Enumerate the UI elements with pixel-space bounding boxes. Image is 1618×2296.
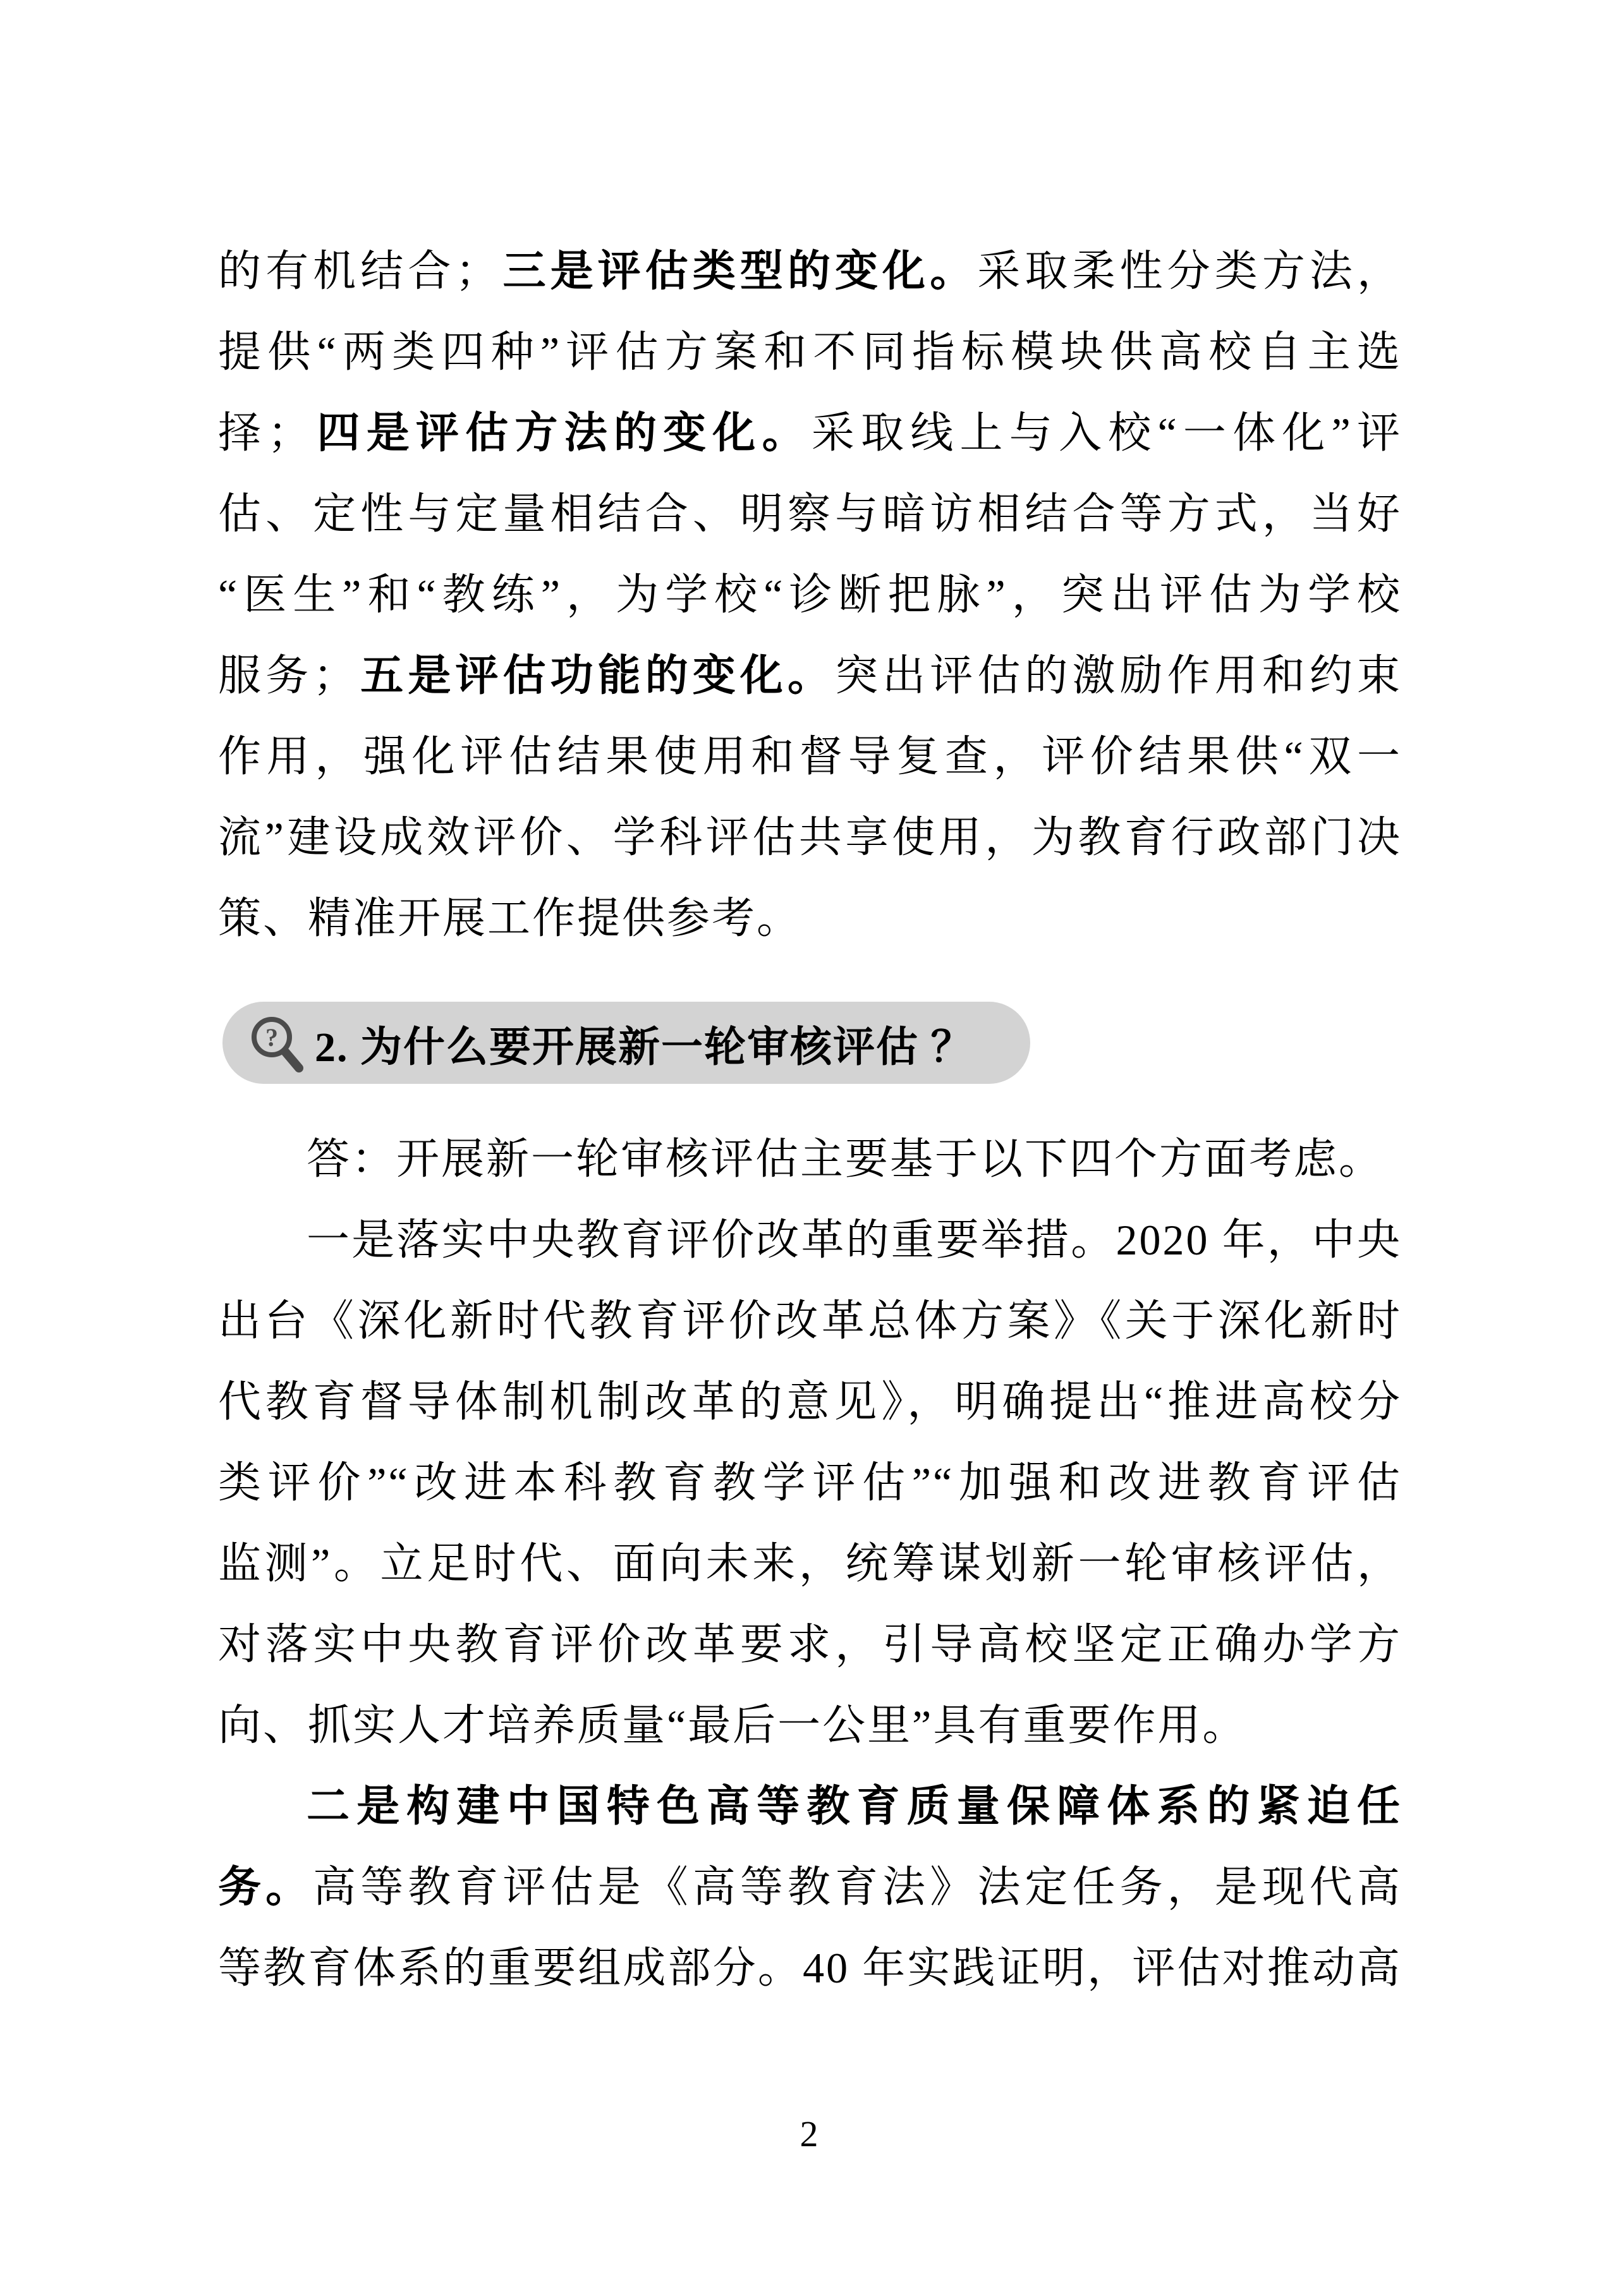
text-line	[218, 473, 1402, 554]
text-segment: 三是评估类型的变化。	[500, 247, 978, 295]
text-line	[218, 1928, 1402, 2008]
text-segment: 提供“两类四种”评估方案和不同指标模块供高校自主选	[218, 328, 1402, 376]
text-segment: 采取线上与入校“一体化”评	[811, 409, 1402, 457]
text-line	[218, 1847, 1402, 1928]
text-line	[218, 1200, 1402, 1280]
text-segment: 向、抓实人才培养质量“最后一公里”具有重要作用。	[218, 1701, 1248, 1749]
text-segment: 的有机结合；	[218, 247, 501, 295]
text-segment: 估、定性与定量相结合、明察与暗访相结合等方式，当好	[218, 490, 1402, 538]
text-line	[218, 312, 1402, 392]
text-segment: 四是评估方法的变化。	[312, 409, 812, 457]
text-line	[218, 1442, 1402, 1523]
text-line	[218, 1119, 1402, 1200]
svg-text:?: ?	[265, 1023, 278, 1052]
text-line	[218, 1523, 1402, 1604]
text-line	[218, 231, 1402, 312]
text-segment: 务。	[218, 1863, 313, 1911]
text-line	[218, 878, 1402, 959]
text-segment: 高等教育评估是《高等教育法》法定任务，是现代高	[313, 1863, 1402, 1911]
text-segment: 监测”。立足时代、面向未来，统筹谋划新一轮审核评估，	[218, 1540, 1402, 1588]
text-segment: 一是落实中央教育评价改革的重要举措。2020 年，中央	[307, 1216, 1402, 1264]
text-segment: 对落实中央教育评价改革要求，引导高校坚定正确办学方	[218, 1620, 1402, 1668]
document-text-column	[218, 231, 1402, 2008]
page-number: 2	[800, 2113, 818, 2154]
text-line	[218, 1280, 1402, 1361]
text-line	[218, 1604, 1402, 1685]
answer-paragraphs	[218, 1119, 1402, 2008]
continuation-paragraph	[218, 231, 1402, 959]
text-line	[218, 554, 1402, 635]
text-segment: 突出评估的激励作用和约束	[835, 652, 1402, 700]
text-line	[218, 797, 1402, 878]
text-segment: 流”建设成效评价、学科评估共享使用，为教育行政部门决	[218, 813, 1402, 861]
text-segment: 类评价”“改进本科教育教学评估”“加强和改进教育评估	[218, 1459, 1402, 1507]
text-line	[218, 635, 1402, 716]
text-line	[218, 1361, 1402, 1442]
text-segment: 二是构建中国特色高等教育质量保障体系的紧迫任	[307, 1782, 1402, 1830]
text-segment: “医生”和“教练”，为学校“诊断把脉”，突出评估为学校	[218, 571, 1402, 619]
magnifier-question-icon	[245, 1013, 308, 1076]
text-line	[218, 1766, 1402, 1847]
text-segment: 策、精准开展工作提供参考。	[218, 894, 802, 942]
text-segment: 等教育体系的重要组成部分。40 年实践证明，评估对推动高	[218, 1944, 1402, 1992]
text-segment: 择；	[218, 409, 313, 457]
question-heading-text: 2. 为什么要开展新一轮审核评估 ？	[315, 1024, 974, 1071]
text-line	[218, 716, 1402, 797]
question-2-heading	[222, 1002, 1030, 1084]
text-segment: 五是评估功能的变化。	[358, 652, 836, 700]
text-line	[218, 392, 1402, 473]
text-segment: 采取柔性分类方法，	[977, 247, 1402, 295]
text-line	[218, 1685, 1402, 1766]
text-segment: 出台《深化新时代教育评价改革总体方案》《关于深化新时	[218, 1297, 1402, 1345]
text-segment: 服务；	[218, 652, 358, 700]
text-segment: 代教育督导体制机制改革的意见》，明确提出“推进高校分	[218, 1378, 1402, 1426]
text-segment: 作用，强化评估结果使用和督导复查，评价结果供“双一	[218, 732, 1402, 781]
text-segment: 答：开展新一轮审核评估主要基于以下四个方面考虑。	[307, 1135, 1384, 1183]
